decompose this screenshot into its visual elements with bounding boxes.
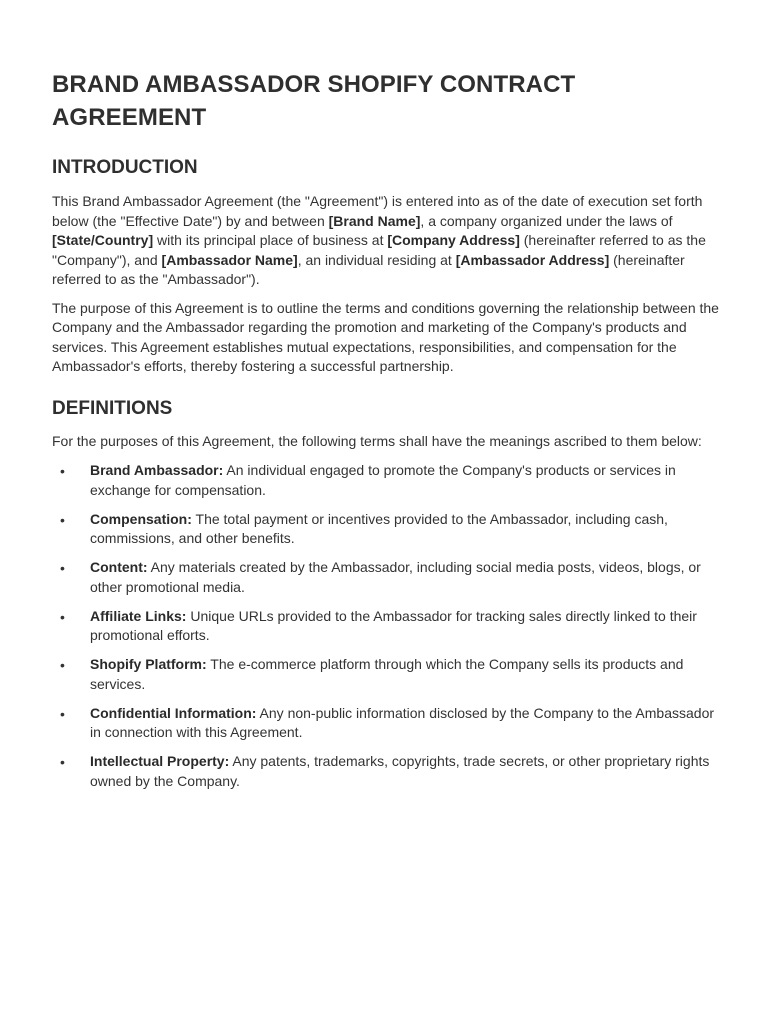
introduction-paragraph-2: The purpose of this Agreement is to outline the terms and conditions governing the relationship between the Company and the Ambassador regarding the promotion and marketing of the Company's products and services. This Agreement establishes mutual expectations, responsibilities, and compensation for the Ambassador's efforts, thereby fostering a successful partnership. (52, 299, 719, 374)
state-country-placeholder: [State/Country] (52, 232, 154, 248)
intro-text-5: , an individual residing at (297, 251, 456, 268)
bullet-icon: • (60, 511, 65, 528)
ambassador-address-placeholder: [Ambassador Address] (455, 251, 610, 268)
definition-item (52, 752, 720, 791)
definition-text: Any non-public information disclosed by the Company to the Ambassador in connection with this Agreement. (90, 704, 715, 740)
definition-term: Compensation: (90, 510, 192, 527)
brand-name-placeholder: [Brand Name] (328, 212, 421, 229)
document-page (52, 68, 720, 801)
definition-text: An individual engaged to promote the Company's products or services in exchange for compensation. (90, 462, 676, 498)
definitions-heading: DEFINITIONS (52, 397, 173, 419)
definition-term: Confidential Information: (90, 704, 257, 721)
company-address-placeholder: [Company Address] (387, 232, 520, 248)
intro-text-2: , a company organized under the laws of (420, 212, 673, 229)
bullet-icon: • (60, 463, 65, 479)
definition-text: Any materials created by the Ambassador, including social media posts, videos, blogs, or other promotional media. (90, 559, 701, 595)
definition-item (52, 655, 720, 694)
definition-term: Brand Ambassador: (90, 462, 224, 478)
definition-term: Content: (90, 559, 148, 575)
bullet-icon: • (60, 657, 65, 673)
definition-term: Intellectual Property: (90, 753, 230, 769)
definition-text: The e-commerce platform through which the Company sells its products and services. (90, 656, 684, 692)
intro-text-4: (hereinafter referred to as the "Company"), and (52, 232, 706, 268)
intro-text-3: with its principal place of business at (153, 232, 388, 248)
bullet-icon: • (60, 754, 65, 770)
definition-term: Affiliate Links: (90, 607, 187, 624)
document-title: BRAND AMBASSADOR SHOPIFY CONTRACT AGREEMENT (52, 71, 576, 131)
definition-item (52, 510, 720, 549)
definition-item (52, 461, 720, 500)
definition-text: Unique URLs provided to the Ambassador for tracking sales directly linked to their promotional efforts. (90, 607, 697, 643)
intro-text-1: This Brand Ambassador Agreement (the "Agreement") is entered into as of the date of execution set forth below (the "Effective Date") by and between (52, 193, 703, 229)
introduction-paragraph-1 (52, 192, 720, 290)
introduction-heading: INTRODUCTION (52, 157, 198, 178)
definition-item (52, 558, 720, 597)
definitions-list (52, 461, 720, 791)
definition-term: Shopify Platform: (90, 656, 207, 672)
bullet-icon: • (60, 705, 65, 722)
bullet-icon: • (60, 560, 65, 576)
definition-item (52, 704, 720, 743)
ambassador-name-placeholder: [Ambassador Name] (161, 251, 298, 268)
intro-text-6: (hereinafter referred to as the "Ambassador"). (52, 251, 685, 287)
definition-item (52, 607, 720, 646)
definitions-intro: For the purposes of this Agreement, the following terms shall have the meanings ascribed to them below: (52, 432, 702, 449)
definition-text: Any patents, trademarks, copyrights, trade secrets, or other proprietary rights owned by the Company. (90, 753, 710, 789)
bullet-icon: • (60, 608, 65, 625)
definition-text: The total payment or incentives provided to the Ambassador, including cash, commissions, and other benefits. (90, 510, 668, 546)
